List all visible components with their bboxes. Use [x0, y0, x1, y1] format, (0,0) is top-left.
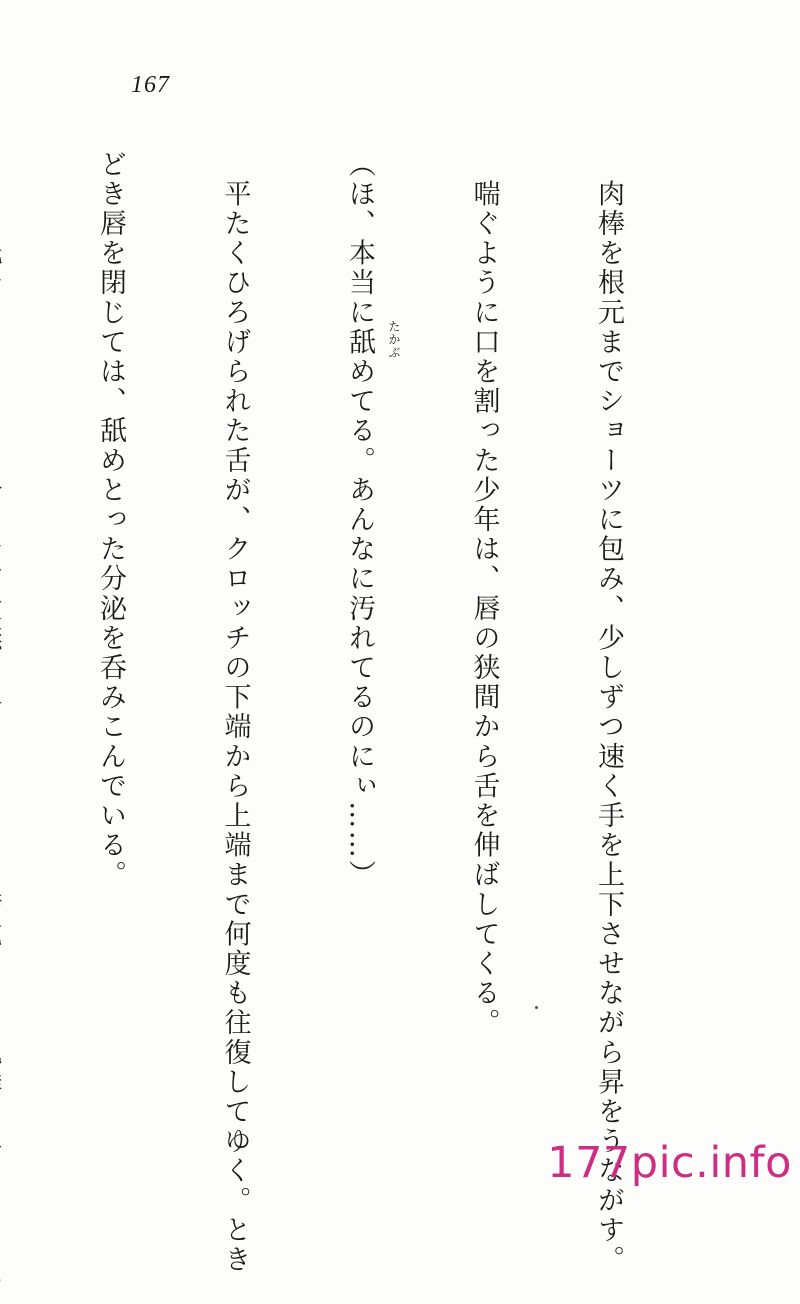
- text-line: （ほ、本当に舐めてる。あんなに汚れてるのにぃ……）: [344, 150, 375, 890]
- page-number: 167: [131, 72, 170, 98]
- text-line: どき唇を閉じては、舐めとった分泌を呑みこんでいる。: [95, 150, 126, 890]
- text-line: 喘ぐように口を割った少年は、唇の狭間から舌を伸ばしてくる。: [468, 179, 500, 1039]
- scan-dust-mark: [535, 1006, 538, 1009]
- text-line: 肉棒を根元までショーツに包み、少しずつ速く手を上下させながら昇をうながす。: [593, 179, 624, 1275]
- text-line: [0, 150, 7, 1150]
- watermark-text: 177pic.info: [547, 1138, 792, 1188]
- text-line: 平たくひろげられた舌が、クロッチの下端から上端まで何度も往復してゆく。とき: [219, 179, 251, 1275]
- ruby-reading: たかぶ: [387, 320, 401, 359]
